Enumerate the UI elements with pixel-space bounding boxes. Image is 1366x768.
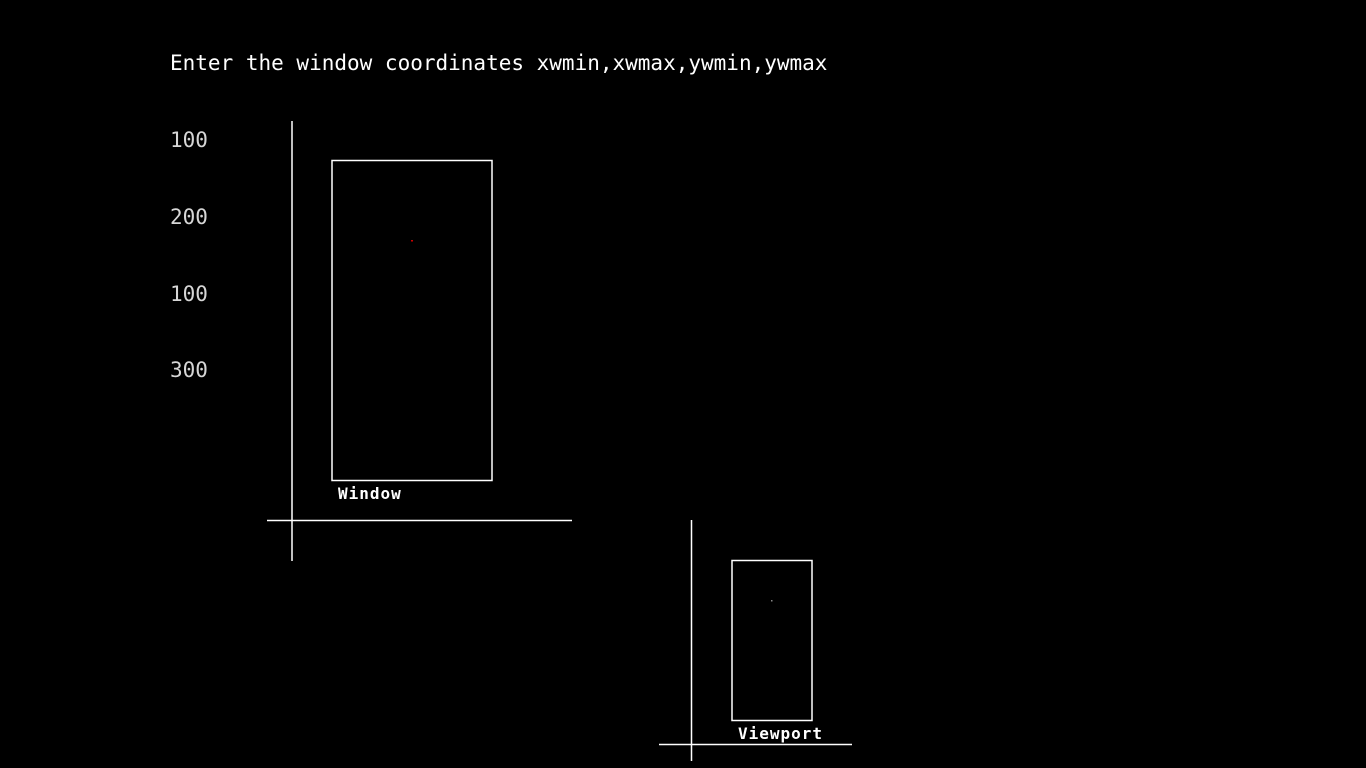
viewport-label: Viewport	[738, 724, 824, 743]
window-point	[411, 240, 413, 242]
coordinates-prompt: Enter the window coordinates xwmin,xwmax,ywmin,ywmax	[170, 51, 828, 76]
window-label: Window	[338, 484, 402, 503]
input-ywmax: 300	[170, 358, 208, 383]
viewport-rectangle	[732, 561, 812, 721]
viewport-point	[771, 600, 773, 602]
input-xwmax: 200	[170, 204, 208, 229]
window-rectangle	[332, 161, 492, 481]
input-xwmin: 100	[170, 127, 208, 152]
input-ywmin: 100	[170, 281, 208, 306]
